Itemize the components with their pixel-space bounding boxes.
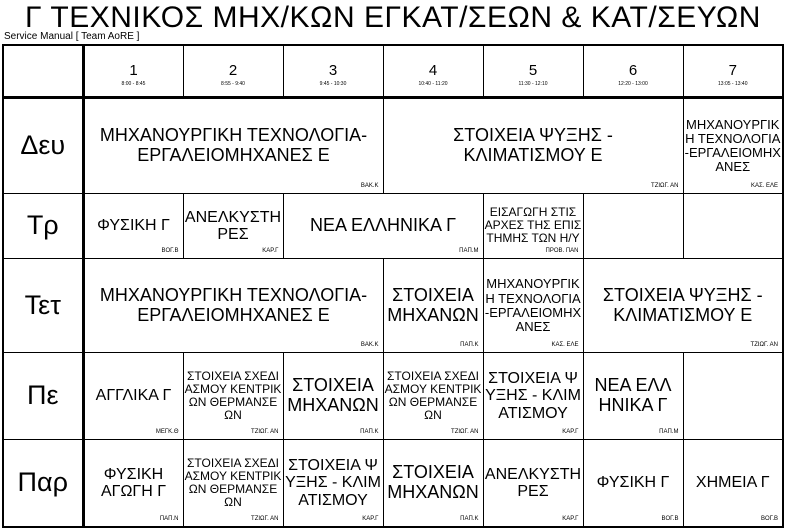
period-header-row <box>3 45 783 98</box>
lesson-subject: ΣΤΟΙΧΕΙΑ ΨΥΞΗΣ - ΚΛΙΜΑΤΙΣΜΟΥ Ε <box>602 285 763 325</box>
lesson-subject: ΣΤΟΙΧΕΙΑ ΣΧΕΔΙΑΣΜΟΥ ΚΕΝΤΡΙΚΩΝ ΘΕΡΜΑΝΣΕΩΝ <box>184 369 282 422</box>
lesson-teacher: ΚΑΣ. ΕΛΕ <box>551 342 579 348</box>
lesson-teacher: ΚΑΣ. ΕΛΕ <box>750 182 778 189</box>
lesson-teacher: ΜΕΓΚ.Θ <box>155 428 179 435</box>
period-header <box>83 45 183 98</box>
day-label: Τετ <box>3 259 83 353</box>
period-time: 13:05 - 13:40 <box>718 80 748 87</box>
period-number: 4 <box>428 61 438 79</box>
lesson-teacher: ΚΑΡ.Γ <box>262 248 279 255</box>
lesson-teacher: ΠΑΠ.Μ <box>659 428 679 435</box>
lesson-teacher: ΠΑΠ.Κ <box>460 516 479 522</box>
day-row-wed <box>3 259 783 353</box>
lesson-subject: ΦΥΣΙΚΗ ΑΓΩΓΗ Γ <box>100 465 167 500</box>
lesson-cell <box>583 353 683 440</box>
lesson-cell <box>483 439 583 527</box>
lesson-teacher: ΠΡΟΒ. ΠΑΝ <box>545 248 579 255</box>
lesson-teacher: ΒΑΚ.Κ <box>360 342 379 348</box>
period-header <box>583 45 683 98</box>
lesson-teacher: ΚΑΡ.Γ <box>362 516 379 522</box>
lesson-subject: ΧΗΜΕΙΑ Γ <box>695 474 770 492</box>
day-row-mon <box>3 98 783 194</box>
lesson-teacher: ΤΖΙΩΓ. ΑΝ <box>251 516 279 522</box>
lesson-teacher: ΤΖΙΩΓ. ΑΝ <box>251 428 279 435</box>
lesson-teacher: ΒΑΚ.Κ <box>360 182 379 189</box>
lesson-cell <box>283 193 483 259</box>
lesson-cell <box>283 353 383 440</box>
corner-cell <box>3 45 83 98</box>
lesson-subject: ΦΥΣΙΚΗ Γ <box>596 474 670 492</box>
lesson-subject: ΜΗΧΑΝΟΥΡΓΙΚΗ ΤΕΧΝΟΛΟΓΙΑ-ΕΡΓΑΛΕΙΟΜΗΧΑΝΕΣ <box>484 276 582 334</box>
lesson-subject: ΣΤΟΙΧΕΙΑ ΜΗΧΑΝΩΝ <box>387 462 479 502</box>
lesson-subject: ΣΤΟΙΧΕΙΑ ΨΥΞΗΣ - ΚΛΙΜΑΤΙΣΜΟΥ <box>285 457 381 509</box>
lesson-cell <box>383 259 483 353</box>
lesson-cell <box>583 439 683 527</box>
page-title: Γ ΤΕΧΝΙΚΟΣ ΜΗΧ/ΚΩΝ ΕΓΚΑΤ/ΣΕΩΝ & ΚΑΤ/ΣΕΥΩΝ <box>25 1 761 34</box>
lesson-subject: ΣΤΟΙΧΕΙΑ ΜΗΧΑΝΩΝ <box>287 375 379 415</box>
lesson-cell <box>83 193 183 259</box>
lesson-cell <box>83 353 183 440</box>
period-time: 9:45 - 10:30 <box>319 80 347 87</box>
lesson-subject: ΕΙΣΑΓΩΓΗ ΣΤΙΣ ΑΡΧΕΣ ΤΗΣ ΕΠΙΣΤΗΜΗΣ ΤΩΝ Η/Υ <box>484 205 582 246</box>
lesson-teacher: ΒΟΓ.Β <box>161 248 179 255</box>
lesson-teacher: ΠΑΠ.Κ <box>360 428 379 435</box>
period-time: 11:30 - 12:10 <box>518 80 548 87</box>
lesson-subject: ΣΤΟΙΧΕΙΑ ΣΧΕΔΙΑΣΜΟΥ ΚΕΝΤΡΙΚΩΝ ΘΕΡΜΑΝΣΕΩΝ <box>184 456 282 509</box>
lesson-cell-empty <box>683 193 783 259</box>
lesson-subject: ΑΝΕΛΚΥΣΤΗΡΕΣ <box>484 465 582 500</box>
lesson-subject: ΣΤΟΙΧΕΙΑ ΣΧΕΔΙΑΣΜΟΥ ΚΕΝΤΡΙΚΩΝ ΘΕΡΜΑΝΣΕΩΝ <box>384 369 482 422</box>
period-time: 8:00 - 8:45 <box>121 80 146 87</box>
lesson-cell <box>383 353 483 440</box>
lesson-teacher: ΒΟΓ.Β <box>661 516 679 522</box>
lesson-teacher: ΚΑΡ.Γ <box>562 428 579 435</box>
lesson-cell-empty <box>683 353 783 440</box>
period-number: 2 <box>228 61 238 79</box>
lesson-cell <box>83 259 383 353</box>
lesson-subject: ΦΥΣΙΚΗ Γ <box>97 217 170 235</box>
lesson-subject: ΑΝΕΛΚΥΣΤΗΡΕΣ <box>184 208 282 243</box>
day-label: Παρ <box>3 439 83 527</box>
lesson-subject: ΜΗΧΑΝΟΥΡΓΙΚΗ ΤΕΧΝΟΛΟΓΙΑ-ΕΡΓΑΛΕΙΟΜΗΧΑΝΕΣ Ε <box>99 125 368 165</box>
timetable <box>2 44 784 528</box>
period-header <box>383 45 483 98</box>
lesson-cell <box>83 439 183 527</box>
day-label: Πε <box>3 353 83 440</box>
lesson-subject: ΣΤΟΙΧΕΙΑ ΜΗΧΑΝΩΝ <box>387 285 479 325</box>
lesson-cell <box>683 439 783 527</box>
lesson-cell <box>283 439 383 527</box>
period-number: 1 <box>129 61 138 79</box>
lesson-cell <box>183 193 283 259</box>
lesson-teacher: ΚΑΡ.Γ <box>562 516 579 522</box>
period-time: 10:40 - 11:20 <box>418 80 448 87</box>
lesson-cell <box>583 259 783 353</box>
lesson-cell <box>683 98 783 194</box>
lesson-cell <box>483 193 583 259</box>
lesson-cell <box>83 98 383 194</box>
day-row-fri <box>3 439 783 527</box>
lesson-teacher: ΒΟΓ.Β <box>761 516 778 522</box>
lesson-cell-empty <box>583 193 683 259</box>
period-number: 5 <box>528 61 538 79</box>
lesson-teacher: ΤΖΙΩΓ. ΑΝ <box>750 342 778 348</box>
lesson-subject: ΣΤΟΙΧΕΙΑ ΨΥΞΗΣ - ΚΛΙΜΑΤΙΣΜΟΥ <box>485 370 581 422</box>
lesson-cell <box>383 98 683 194</box>
lesson-teacher: ΤΖΙΩΓ. ΑΝ <box>451 428 479 435</box>
period-header <box>683 45 783 98</box>
lesson-subject: ΜΗΧΑΝΟΥΡΓΙΚΗ ΤΕΧΝΟΛΟΓΙΑ-ΕΡΓΑΛΕΙΟΜΗΧΑΝΕΣ Ε <box>99 285 368 325</box>
lesson-subject: ΣΤΟΙΧΕΙΑ ΨΥΞΗΣ - ΚΛΙΜΑΤΙΣΜΟΥ Ε <box>453 125 613 165</box>
lesson-teacher: ΠΑΠ.Ν <box>159 516 179 522</box>
page-subtitle: Service Manual [ Team AoRE ] <box>4 31 140 42</box>
period-number: 7 <box>728 61 737 79</box>
period-header <box>283 45 383 98</box>
period-header <box>183 45 283 98</box>
period-time: 8:55 - 9:40 <box>221 80 245 87</box>
lesson-cell <box>383 439 483 527</box>
lesson-subject: ΝΕΑ ΕΛΛΗΝΙΚΑ Γ <box>309 215 456 236</box>
day-row-tue <box>3 193 783 259</box>
day-row-thu <box>3 353 783 440</box>
lesson-cell <box>483 353 583 440</box>
lesson-teacher: ΠΑΠ.Κ <box>460 342 479 348</box>
lesson-subject: ΝΕΑ ΕΛΛΗΝΙΚΑ Γ <box>594 375 672 415</box>
lesson-subject: ΜΗΧΑΝΟΥΡΓΙΚΗ ΤΕΧΝΟΛΟΓΙΑ-ΕΡΓΑΛΕΙΟΜΗΧΑΝΕΣ <box>684 116 781 174</box>
lesson-subject: ΑΓΓΛΙΚΑ Γ <box>95 387 172 405</box>
day-label: Τρ <box>3 193 83 259</box>
lesson-cell <box>183 439 283 527</box>
lesson-teacher: ΠΑΠ.Μ <box>459 248 479 255</box>
day-label: Δευ <box>3 98 83 194</box>
lesson-teacher: ΤΖΙΩΓ. ΑΝ <box>651 182 679 189</box>
period-number: 3 <box>328 61 338 79</box>
period-number: 6 <box>628 61 638 79</box>
period-time: 12:20 - 13:00 <box>618 80 648 87</box>
period-header <box>483 45 583 98</box>
lesson-cell <box>183 353 283 440</box>
lesson-cell <box>483 259 583 353</box>
